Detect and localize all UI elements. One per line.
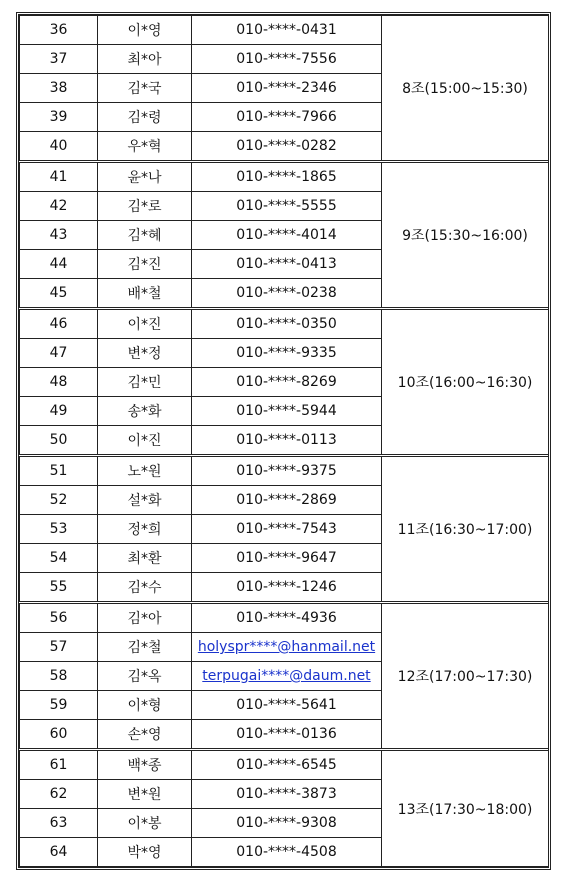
contact-cell: 010-****-4936 (192, 603, 382, 633)
participant-name: 김*국 (98, 74, 192, 103)
participant-name: 이*형 (98, 691, 192, 720)
email-link[interactable]: terpugai****@daum.net (202, 668, 371, 684)
group-time-slot: 10조(16:00~16:30) (382, 309, 549, 456)
row-number: 53 (20, 515, 98, 544)
row-number: 62 (20, 780, 98, 809)
row-number: 47 (20, 339, 98, 368)
table-row (20, 16, 549, 45)
participant-name: 김*아 (98, 603, 192, 633)
participant-name: 손*영 (98, 720, 192, 750)
participant-name: 김*수 (98, 573, 192, 603)
contact-cell: 010-****-0113 (192, 426, 382, 456)
participant-name: 김*옥 (98, 662, 192, 691)
row-number: 63 (20, 809, 98, 838)
row-number: 49 (20, 397, 98, 426)
participant-name: 우*혁 (98, 132, 192, 162)
row-number: 61 (20, 750, 98, 780)
participant-name: 이*봉 (98, 809, 192, 838)
group-time-slot: 13조(17:30~18:00) (382, 750, 549, 867)
row-number: 41 (20, 162, 98, 192)
row-number: 39 (20, 103, 98, 132)
participant-name: 정*희 (98, 515, 192, 544)
participant-name: 변*원 (98, 780, 192, 809)
row-number: 64 (20, 838, 98, 867)
table-row (20, 309, 549, 339)
row-number: 37 (20, 45, 98, 74)
participant-name: 백*종 (98, 750, 192, 780)
row-number: 43 (20, 221, 98, 250)
row-number: 38 (20, 74, 98, 103)
contact-cell: 010-****-0238 (192, 279, 382, 309)
participant-name: 이*진 (98, 426, 192, 456)
participant-name: 김*령 (98, 103, 192, 132)
row-number: 58 (20, 662, 98, 691)
participant-name: 김*진 (98, 250, 192, 279)
row-number: 46 (20, 309, 98, 339)
group-time-slot: 9조(15:30~16:00) (382, 162, 549, 309)
row-number: 55 (20, 573, 98, 603)
participant-name: 설*화 (98, 486, 192, 515)
row-number: 42 (20, 192, 98, 221)
group-time-slot: 8조(15:00~15:30) (382, 16, 549, 162)
contact-cell: 010-****-0136 (192, 720, 382, 750)
row-number: 50 (20, 426, 98, 456)
row-number: 60 (20, 720, 98, 750)
contact-cell: 010-****-5944 (192, 397, 382, 426)
participant-name: 김*혜 (98, 221, 192, 250)
contact-cell: 010-****-8269 (192, 368, 382, 397)
group-time-slot: 12조(17:00~17:30) (382, 603, 549, 750)
contact-cell: 010-****-4508 (192, 838, 382, 867)
participant-name: 김*철 (98, 633, 192, 662)
contact-cell: 010-****-0413 (192, 250, 382, 279)
email-link[interactable]: holyspr****@hanmail.net (197, 639, 376, 655)
contact-cell: 010-****-7966 (192, 103, 382, 132)
contact-cell: 010-****-7556 (192, 45, 382, 74)
participant-name: 김*민 (98, 368, 192, 397)
contact-cell: 010-****-5555 (192, 192, 382, 221)
contact-cell: 010-****-1865 (192, 162, 382, 192)
row-number: 44 (20, 250, 98, 279)
row-number: 36 (20, 16, 98, 45)
row-number: 57 (20, 633, 98, 662)
row-number: 48 (20, 368, 98, 397)
contact-cell: 010-****-9335 (192, 339, 382, 368)
participant-name: 윤*나 (98, 162, 192, 192)
group-time-slot: 11조(16:30~17:00) (382, 456, 549, 603)
contact-cell: 010-****-0431 (192, 16, 382, 45)
row-number: 51 (20, 456, 98, 486)
contact-cell: 010-****-9308 (192, 809, 382, 838)
participant-name: 이*영 (98, 16, 192, 45)
participant-name: 노*원 (98, 456, 192, 486)
contact-cell: 010-****-9647 (192, 544, 382, 573)
row-number: 59 (20, 691, 98, 720)
participant-name: 이*진 (98, 309, 192, 339)
participant-name: 송*화 (98, 397, 192, 426)
contact-cell (192, 633, 382, 662)
table-row (20, 750, 549, 780)
contact-cell: 010-****-7543 (192, 515, 382, 544)
contact-cell: 010-****-0282 (192, 132, 382, 162)
row-number: 54 (20, 544, 98, 573)
schedule-table (16, 12, 551, 870)
table-row (20, 456, 549, 486)
contact-cell: 010-****-2346 (192, 74, 382, 103)
row-number: 45 (20, 279, 98, 309)
table-row (20, 603, 549, 633)
row-number: 52 (20, 486, 98, 515)
contact-cell: 010-****-3873 (192, 780, 382, 809)
participant-name: 배*철 (98, 279, 192, 309)
participant-name: 김*로 (98, 192, 192, 221)
participant-name: 변*정 (98, 339, 192, 368)
contact-cell (192, 662, 382, 691)
contact-cell: 010-****-4014 (192, 221, 382, 250)
participant-name: 박*영 (98, 838, 192, 867)
table-body (20, 16, 549, 867)
contact-cell: 010-****-0350 (192, 309, 382, 339)
row-number: 56 (20, 603, 98, 633)
contact-cell: 010-****-2869 (192, 486, 382, 515)
row-number: 40 (20, 132, 98, 162)
contact-cell: 010-****-9375 (192, 456, 382, 486)
contact-cell: 010-****-5641 (192, 691, 382, 720)
contact-cell: 010-****-6545 (192, 750, 382, 780)
contact-cell: 010-****-1246 (192, 573, 382, 603)
table-row (20, 162, 549, 192)
participant-name: 최*환 (98, 544, 192, 573)
participant-name: 최*아 (98, 45, 192, 74)
